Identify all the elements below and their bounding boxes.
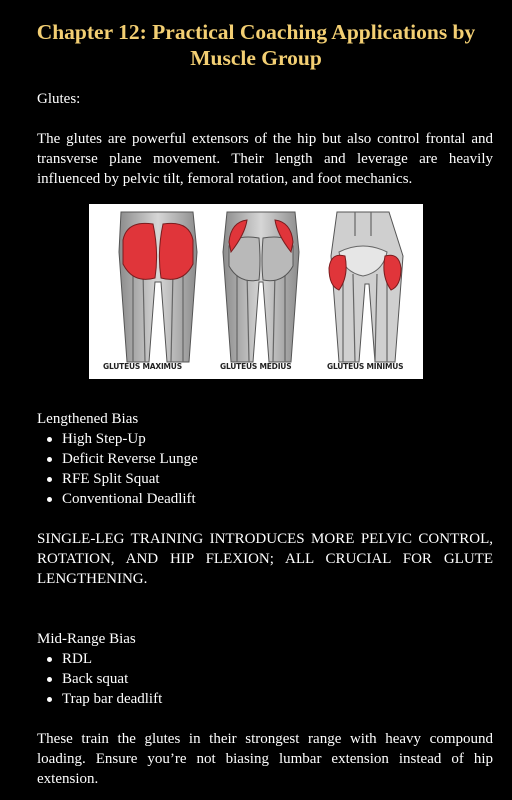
list-item: High Step-Up <box>37 429 198 449</box>
list-item: Conventional Deadlift <box>37 489 198 509</box>
gluteus-anatomy-illustration <box>89 204 423 379</box>
chapter-title: Chapter 12: Practical Coaching Applications by Muscle Group <box>36 20 476 70</box>
list-item: Deficit Reverse Lunge <box>37 449 198 469</box>
single-leg-note: SINGLE-LEG TRAINING INTRODUCES MORE PELVIC CONTROL, ROTATION, AND HIP FLEXION; ALL CRUCIAL FOR GLUTE LENGTHENING. <box>37 531 493 587</box>
gluteus-anatomy-figure <box>89 204 423 379</box>
lengthened-bias-list <box>37 429 198 509</box>
gluteus-maximus-label: GLUTEUS MAXIMUS <box>103 362 182 371</box>
gluteus-maximus-figure <box>119 212 197 362</box>
list-item: Trap bar deadlift <box>37 689 162 709</box>
gluteus-minimus-figure <box>329 212 403 362</box>
closing-paragraph: These train the glutes in their strongest range with heavy compound loading. Ensure you’re not biasing lumbar extension instead of hip extension. <box>37 731 493 787</box>
gluteus-medius-label: GLUTEUS MEDIUS <box>220 362 292 371</box>
lengthened-bias-heading: Lengthened Bias <box>37 411 139 427</box>
glutes-heading: Glutes: <box>37 91 81 107</box>
gluteus-minimus-label: GLUTEUS MINIMUS <box>327 362 404 371</box>
intro-paragraph: The glutes are powerful extensors of the hip but also control frontal and transverse plane movement. Their length and leverage are heavily influenced by pelvic tilt, femoral rotation, and foot mechanics. <box>37 131 493 187</box>
list-item: RFE Split Squat <box>37 469 198 489</box>
mid-range-bias-list <box>37 649 162 709</box>
list-item: Back squat <box>37 669 162 689</box>
list-item: RDL <box>37 649 162 669</box>
gluteus-medius-figure <box>223 212 299 362</box>
mid-range-bias-heading: Mid-Range Bias <box>37 631 136 647</box>
